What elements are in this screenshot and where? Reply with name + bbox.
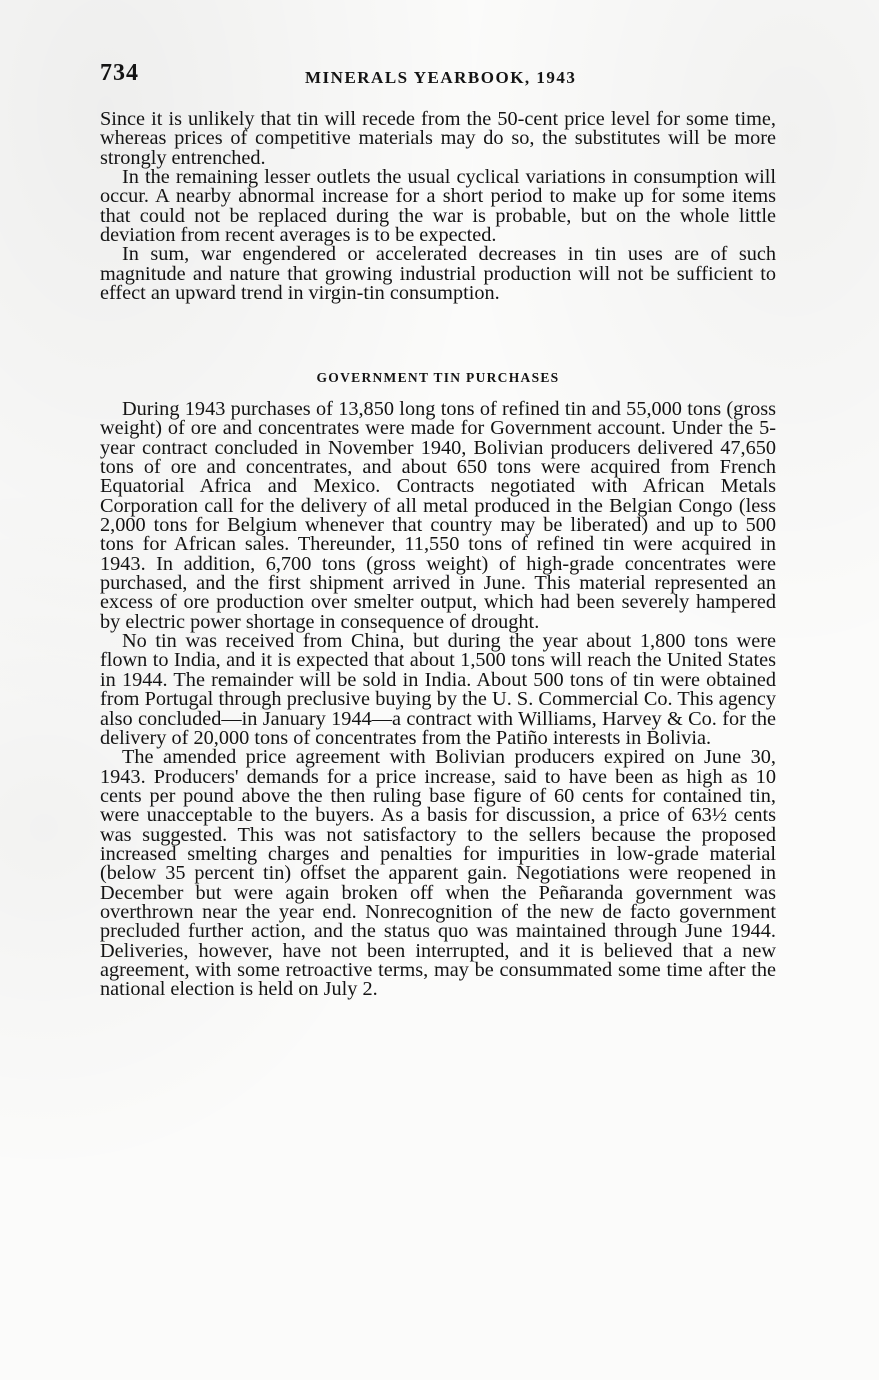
running-head	[100, 60, 780, 90]
page-number: 734	[100, 60, 139, 86]
section-text-block	[100, 400, 776, 1000]
paragraph: No tin was received from China, but during the year about 1,800 tons were flown to India, and it is expected that about 1,500 tons will reach the United States in 1944. The remainder will be sold in India. About 500 tons of tin were obtained from Portugal through preclusive buying by the U. S. Commercial Co. This agency also concluded—in January 1944—a contract with Williams, Harvey & Co. for the delivery of 20,000 tons of concentrates from the Patiño interests in Bolivia.	[100, 630, 776, 749]
paragraph: In sum, war engendered or accelerated decreases in tin uses are of such magnitude and nature that growing industrial production will not be sufficient to effect an upward trend in virgin-tin consumption.	[100, 243, 776, 305]
paragraph: Since it is unlikely that tin will recede from the 50-cent price level for some time, whereas prices of competitive materials may do so, the substitutes will be more strongly entrenched.	[100, 108, 776, 169]
section-heading: GOVERNMENT TIN PURCHASES	[316, 370, 560, 385]
paragraph: During 1943 purchases of 13,850 long tons of refined tin and 55,000 tons (gross weight) of ore and concentrates were made for Government account. Under the 5-year contract concluded in November 1940, Bolivian producers delivered 47,650 tons of ore and concentrates, and about 650 tons were acquired from French Equatorial Africa and Mexico. Contracts negotiated with African Metals Corporation call for the delivery of all metal produced in the Belgian Congo (less 2,000 tons for Belgium whenever that country may be liberated) and up to 500 tons for African sales. Thereunder, 11,550 tons of refined tin were acquired in 1943. In addition, 6,700 tons (gross weight) of high-grade concentrates were purchased, and the first shipment arrived in June. This material represented an excess of ore production over smelter output, which had been severely hampered by electric power shortage in consequence of drought.	[100, 398, 776, 633]
paragraph: In the remaining lesser outlets the usual cyclical variations in consumption will occur. A nearby abnormal increase for a short period to make up for some items that could not be replaced during the war is probable, but on the whole little deviation from recent averages is to be expected.	[100, 166, 776, 247]
paragraph: The amended price agreement with Bolivian producers expired on June 30, 1943. Producers' demands for a price increase, said to have been as high as 10 cents per pound above the then ruling base figure of 60 cents for contained tin, were unacceptable to the buyers. As a basis for discussion, a price of 63½ cents was suggested. This was not satisfactory to the sellers because the proposed increased smelting charges and penalties for impurities in low-grade material (below 35 percent tin) offset the apparent gain. Negotiations were reopened in December but were again broken off when the Peñaranda government was overthrown near the year end. Nonrecognition of the new de facto government precluded further action, and the status quo was maintained through June 1944. Deliveries, however, have not been interrupted, and it is believed that a new agreement, with some retroactive terms, may be consummated some time after the national election is held on July 2.	[100, 746, 776, 1001]
intro-text-block	[100, 110, 776, 303]
running-title: MINERALS YEARBOOK, 1943	[305, 68, 577, 87]
